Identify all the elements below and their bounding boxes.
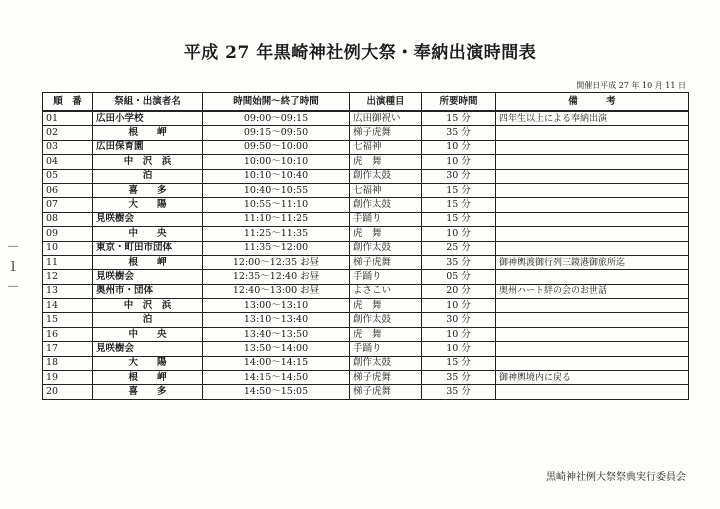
cell-time: 14:50～15:05: [203, 385, 350, 399]
cell-name: 見咲樹会: [93, 212, 203, 226]
cell-name: 見咲樹会: [93, 270, 203, 284]
table-row: [43, 313, 689, 327]
event-date: 開催日平成 27 年 10 月 11 日: [576, 81, 686, 90]
cell-no: 14: [43, 299, 93, 313]
table-row: [43, 284, 689, 298]
cell-note: 奥州ハート絆の会のお世話: [496, 284, 689, 298]
table-row: [43, 327, 689, 341]
cell-time: 12:00～12:35 お昼: [203, 255, 350, 269]
cell-category: 広田御祝い: [350, 111, 422, 126]
cell-note: [496, 241, 689, 255]
cell-time: 09:15～09:50: [203, 126, 350, 140]
cell-no: 03: [43, 140, 93, 154]
cell-time: 14:15～14:50: [203, 371, 350, 385]
cell-name: 広田小学校: [93, 111, 203, 126]
cell-duration: 35 分: [422, 126, 496, 140]
cell-no: 09: [43, 227, 93, 241]
cell-duration: 10 分: [422, 342, 496, 356]
schedule-table: [42, 92, 689, 400]
cell-no: 11: [43, 255, 93, 269]
table-row: [43, 299, 689, 313]
cell-duration: 15 分: [422, 183, 496, 197]
cell-duration: 25 分: [422, 241, 496, 255]
cell-time: 12:35～12:40 お昼: [203, 270, 350, 284]
cell-category: 梯子虎舞: [350, 126, 422, 140]
cell-note: [496, 342, 689, 356]
table-header-row: [43, 93, 689, 112]
cell-name: 広田保育園: [93, 140, 203, 154]
cell-category: 虎 舞: [350, 299, 422, 313]
cell-duration: 30 分: [422, 313, 496, 327]
cell-category: 虎 舞: [350, 327, 422, 341]
cell-time: 11:25～11:35: [203, 227, 350, 241]
cell-category: 虎 舞: [350, 155, 422, 169]
cell-note: 御神輿境内に戻る: [496, 371, 689, 385]
cell-category: 虎 舞: [350, 227, 422, 241]
cell-time: 13:00～13:10: [203, 299, 350, 313]
cell-no: 05: [43, 169, 93, 183]
cell-time: 11:35～12:00: [203, 241, 350, 255]
cell-duration: 35 分: [422, 371, 496, 385]
table-row: [43, 342, 689, 356]
header-name: 祭組・出演者名: [93, 93, 203, 112]
cell-note: [496, 169, 689, 183]
cell-category: 手踊り: [350, 212, 422, 226]
cell-category: 梯子虎舞: [350, 371, 422, 385]
cell-category: 創作太鼓: [350, 198, 422, 212]
cell-category: よさこい: [350, 284, 422, 298]
cell-name: 喜 多: [93, 385, 203, 399]
table-row: [43, 126, 689, 140]
cell-duration: 35 分: [422, 385, 496, 399]
header-no: 順 番: [43, 93, 93, 112]
cell-time: 10:00～10:10: [203, 155, 350, 169]
cell-note: [496, 313, 689, 327]
cell-name: 大 陽: [93, 198, 203, 212]
table-row: [43, 241, 689, 255]
table-row: [43, 183, 689, 197]
table-row: [43, 371, 689, 385]
cell-no: 16: [43, 327, 93, 341]
cell-category: 梯子虎舞: [350, 255, 422, 269]
cell-no: 06: [43, 183, 93, 197]
header-category: 出演種目: [350, 93, 422, 112]
cell-no: 12: [43, 270, 93, 284]
cell-name: 中 央: [93, 327, 203, 341]
table-row: [43, 111, 689, 126]
cell-no: 18: [43, 356, 93, 370]
cell-duration: 15 分: [422, 356, 496, 370]
cell-time: 10:40～10:55: [203, 183, 350, 197]
cell-note: [496, 126, 689, 140]
header-time: 時間始開～終了時間: [203, 93, 350, 112]
cell-no: 19: [43, 371, 93, 385]
cell-category: 梯子虎舞: [350, 385, 422, 399]
cell-note: [496, 227, 689, 241]
cell-note: [496, 299, 689, 313]
cell-note: [496, 198, 689, 212]
page-margin-mark: － １ －: [6, 240, 20, 295]
table-row: [43, 227, 689, 241]
cell-note: 御神輿渡御行列三鏡港御旅所迄: [496, 255, 689, 269]
table-row: [43, 155, 689, 169]
cell-name: 喜 多: [93, 183, 203, 197]
cell-duration: 30 分: [422, 169, 496, 183]
cell-name: 東京・町田市団体: [93, 241, 203, 255]
cell-note: [496, 270, 689, 284]
organizer: 黒崎神社例大祭祭典実行委員会: [546, 472, 686, 483]
cell-name: 泊: [93, 169, 203, 183]
table-row: [43, 140, 689, 154]
cell-duration: 10 分: [422, 155, 496, 169]
cell-no: 20: [43, 385, 93, 399]
cell-note: [496, 356, 689, 370]
cell-time: 10:55～11:10: [203, 198, 350, 212]
cell-time: 13:40～13:50: [203, 327, 350, 341]
cell-duration: 10 分: [422, 227, 496, 241]
cell-duration: 15 分: [422, 111, 496, 126]
cell-no: 15: [43, 313, 93, 327]
cell-no: 02: [43, 126, 93, 140]
cell-category: 創作太鼓: [350, 241, 422, 255]
cell-duration: 35 分: [422, 255, 496, 269]
cell-category: 創作太鼓: [350, 169, 422, 183]
cell-category: 創作太鼓: [350, 356, 422, 370]
cell-note: [496, 327, 689, 341]
cell-note: [496, 385, 689, 399]
cell-duration: 20 分: [422, 284, 496, 298]
cell-no: 10: [43, 241, 93, 255]
cell-time: 12:40～13:00 お昼: [203, 284, 350, 298]
cell-no: 04: [43, 155, 93, 169]
cell-duration: 05 分: [422, 270, 496, 284]
cell-no: 13: [43, 284, 93, 298]
cell-name: 大 陽: [93, 356, 203, 370]
cell-name: 中 沢 浜: [93, 155, 203, 169]
cell-category: 創作太鼓: [350, 313, 422, 327]
cell-note: [496, 183, 689, 197]
cell-note: [496, 155, 689, 169]
cell-time: 13:50～14:00: [203, 342, 350, 356]
cell-no: 17: [43, 342, 93, 356]
cell-category: 七福神: [350, 183, 422, 197]
table-row: [43, 255, 689, 269]
cell-duration: 10 分: [422, 140, 496, 154]
cell-no: 08: [43, 212, 93, 226]
document-title: 平成 27 年黒崎神社例大祭・奉納出演時間表: [183, 43, 537, 63]
header-duration: 所要時間: [422, 93, 496, 112]
cell-duration: 15 分: [422, 198, 496, 212]
cell-name: 中 央: [93, 227, 203, 241]
table-row: [43, 270, 689, 284]
cell-category: 七福神: [350, 140, 422, 154]
cell-time: 10:10～10:40: [203, 169, 350, 183]
cell-no: 07: [43, 198, 93, 212]
cell-name: 見咲樹会: [93, 342, 203, 356]
cell-note: 四年生以上による奉納出演: [496, 111, 689, 126]
cell-category: 手踊り: [350, 342, 422, 356]
cell-time: 11:10～11:25: [203, 212, 350, 226]
cell-category: 手踊り: [350, 270, 422, 284]
cell-name: 根 岬: [93, 255, 203, 269]
table-row: [43, 169, 689, 183]
cell-duration: 15 分: [422, 212, 496, 226]
cell-time: 13:10～13:40: [203, 313, 350, 327]
cell-note: [496, 140, 689, 154]
cell-note: [496, 212, 689, 226]
cell-name: 奥州市・団体: [93, 284, 203, 298]
table-row: [43, 356, 689, 370]
table-row: [43, 212, 689, 226]
table-row: [43, 198, 689, 212]
header-note: 備 考: [496, 93, 689, 112]
cell-name: 中 沢 浜: [93, 299, 203, 313]
cell-name: 根 岬: [93, 126, 203, 140]
cell-time: 09:50～10:00: [203, 140, 350, 154]
cell-name: 根 岬: [93, 371, 203, 385]
cell-no: 01: [43, 111, 93, 126]
cell-time: 09:00～09:15: [203, 111, 350, 126]
table-row: [43, 385, 689, 399]
cell-duration: 10 分: [422, 327, 496, 341]
cell-time: 14:00～14:15: [203, 356, 350, 370]
cell-name: 泊: [93, 313, 203, 327]
cell-duration: 10 分: [422, 299, 496, 313]
